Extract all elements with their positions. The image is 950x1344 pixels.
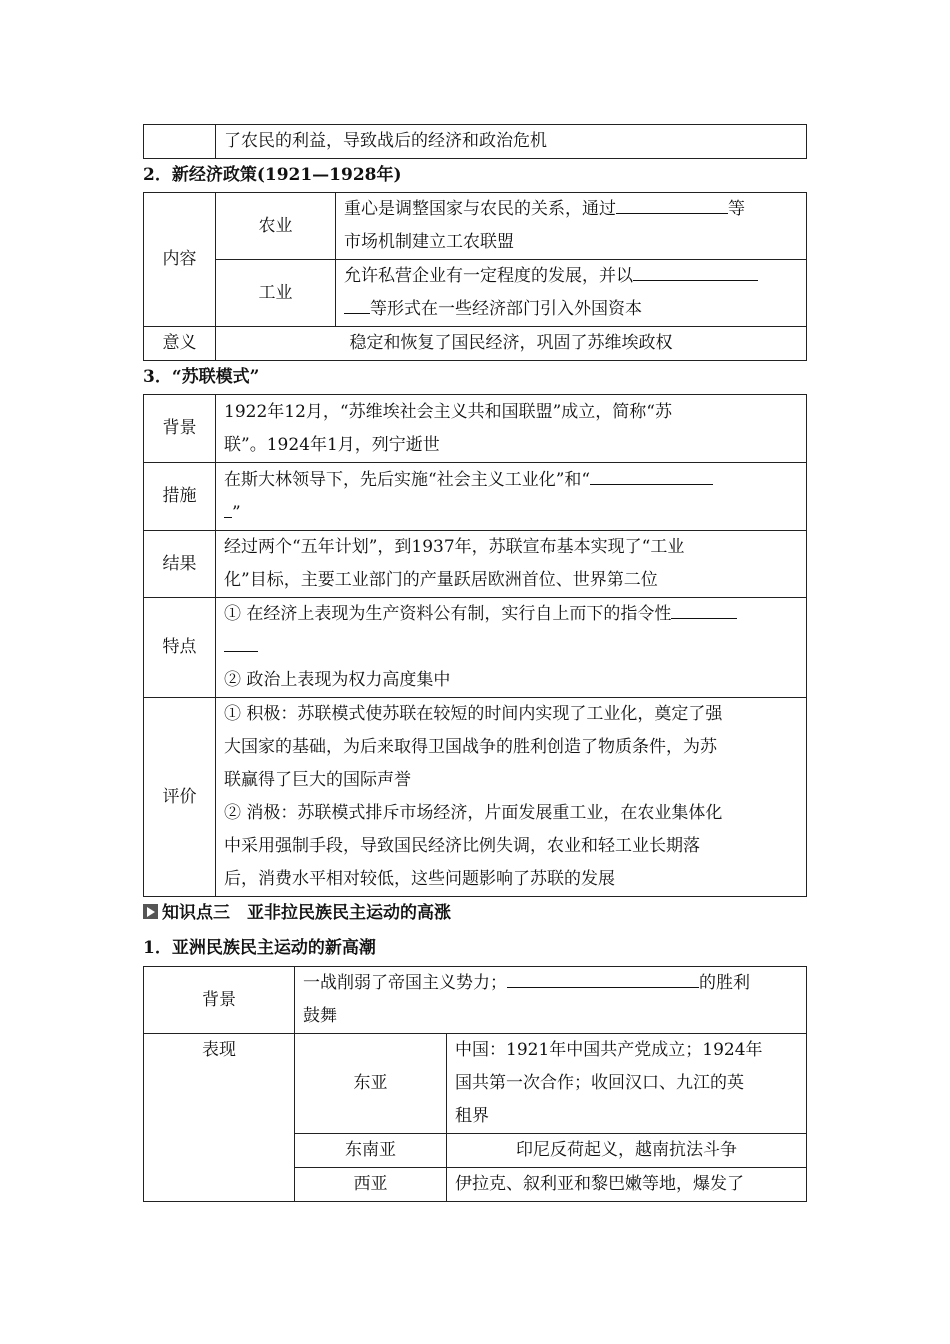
features-label: 特点 — [144, 598, 216, 698]
fill-blank[interactable] — [224, 500, 232, 518]
asia-movement-table — [143, 966, 807, 1202]
asia-background-label: 背景 — [144, 967, 295, 1034]
continuation-text: 了农民的利益，导致战后的经济和政治危机 — [216, 125, 807, 159]
east-asia-text: 中国：1921年中国共产党成立；1924年 国共第一次合作；收回汉口、九江的英 租界 — [447, 1034, 807, 1134]
section-heading-soviet-model: 3．“苏联模式” — [143, 367, 260, 387]
west-asia-label: 西亚 — [295, 1168, 447, 1202]
significance-label: 意义 — [144, 327, 216, 361]
nep-table — [143, 192, 807, 361]
section-heading-nep: 2．新经济政策(1921—1928年) — [143, 165, 402, 185]
fill-blank[interactable] — [633, 263, 758, 281]
performance-label: 表现 — [144, 1034, 295, 1202]
agriculture-text: 重心是调整国家与农民的关系，通过 等 市场机制建立工农联盟 — [336, 193, 807, 260]
southeast-asia-label: 东南亚 — [295, 1134, 447, 1168]
background-text: 1922年12月，“苏维埃社会主义共和国联盟”成立，简称“苏 联”。1924年1月，列宁逝世 — [216, 395, 807, 463]
fill-blank[interactable] — [590, 467, 713, 485]
industry-label: 工业 — [216, 260, 336, 327]
evaluation-label: 评价 — [144, 698, 216, 897]
features-text: ① 在经济上表现为生产资料公有制，实行自上而下的指令性 ② 政治上表现为权力高度集中 — [216, 598, 807, 698]
southeast-asia-text: 印尼反荷起义，越南抗法斗争 — [447, 1134, 807, 1168]
play-triangle-icon — [143, 904, 158, 919]
fill-blank[interactable] — [507, 970, 699, 988]
knowledge-point-heading: 知识点三 亚非拉民族民主运动的高涨 — [143, 897, 807, 930]
measures-label: 措施 — [144, 463, 216, 531]
significance-text: 稳定和恢复了国民经济，巩固了苏维埃政权 — [216, 327, 807, 361]
east-asia-label: 东亚 — [295, 1034, 447, 1134]
document-page — [143, 124, 807, 1202]
fill-blank[interactable] — [616, 196, 728, 214]
fill-blank[interactable] — [344, 296, 370, 314]
west-asia-text: 伊拉克、叙利亚和黎巴嫩等地，爆发了 — [447, 1168, 807, 1202]
fill-blank[interactable] — [671, 601, 737, 619]
top-continuation-table — [143, 124, 807, 159]
asia-background-text: 一战削弱了帝国主义势力； 的胜利 鼓舞 — [295, 967, 807, 1034]
evaluation-text: ① 积极：苏联模式使苏联在较短的时间内实现了工业化，奠定了强 大国家的基础，为后来取得卫国战争的胜利创造了物质条件，为苏 联赢得了巨大的国际声誉 ② 消极：苏联模式排斥市场经济，片面发展重工业，在农业集体化 中采用强制手段，导致国民经济比例失调，农业和轻工业长期落 后，消费水平相对较低，这些问题影响了苏联的发展 — [216, 698, 807, 897]
content-label: 内容 — [144, 193, 216, 327]
result-label: 结果 — [144, 531, 216, 598]
subsection-heading-asia: 1．亚洲民族民主运动的新高潮 — [143, 938, 376, 958]
empty-label-cell — [144, 125, 216, 159]
result-text: 经过两个“五年计划”，到1937年，苏联宣布基本实现了“工业 化”目标，主要工业部门的产量跃居欧洲首位、世界第二位 — [216, 531, 807, 598]
measures-text: 在斯大林领导下，先后实施“社会主义工业化”和“ ” — [216, 463, 807, 531]
agriculture-label: 农业 — [216, 193, 336, 260]
fill-blank[interactable] — [224, 634, 258, 652]
soviet-model-table — [143, 394, 807, 897]
background-label: 背景 — [144, 395, 216, 463]
industry-text: 允许私营企业有一定程度的发展，并以 等形式在一些经济部门引入外国资本 — [336, 260, 807, 327]
